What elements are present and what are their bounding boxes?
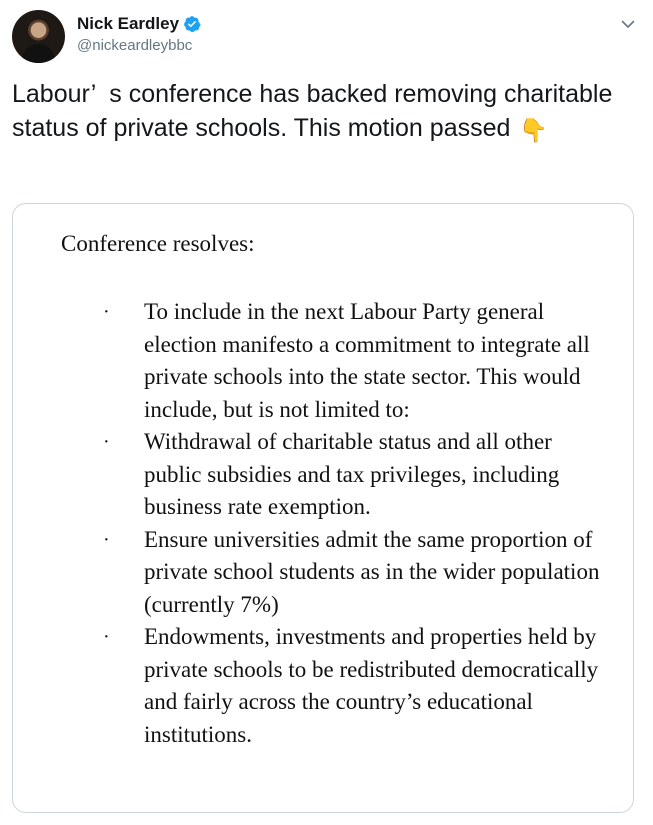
list-item-text: Endowments, investments and properties held by private schools to be redistributed democratically and fairly across the country’s educational institutions.	[144, 624, 599, 747]
tweet-text	[12, 77, 632, 147]
bullet-dot: ·	[103, 528, 110, 551]
attached-image[interactable]	[12, 203, 634, 813]
document-image	[13, 204, 633, 812]
tweet-header	[77, 13, 201, 54]
verified-badge-icon	[183, 15, 201, 33]
list-item-text: Ensure universities admit the same proportion of private school students as in the wider population (currently 7%)	[144, 526, 600, 617]
list-item	[13, 621, 633, 751]
bullet-dot: ·	[103, 626, 110, 648]
author-name[interactable]: Nick Eardley	[77, 14, 180, 33]
avatar[interactable]	[12, 10, 65, 63]
bullet-dot: ·	[103, 301, 110, 323]
tweet-body: Labour’ s conference has backed removing charitable status of private schools. This motion passed	[12, 80, 620, 142]
list-item-text: Withdrawal of charitable status and all other public subsidies and tax privileges, including business rate exemption.	[144, 429, 560, 519]
pointing-down-hand-icon: 👇	[519, 117, 548, 143]
document-heading: Conference resolves:	[61, 231, 255, 256]
bullet-dot: ·	[103, 431, 110, 453]
name-row	[77, 13, 201, 35]
resolution-list	[13, 296, 633, 751]
list-item	[13, 524, 633, 622]
list-item	[13, 296, 633, 426]
author-handle[interactable]: @nickeardleybbc	[77, 37, 193, 54]
list-item-text: To include in the next Labour Party general election manifesto a commitment to integrate all private schools into the state sector. This would include, but is not limited to:	[144, 299, 590, 422]
list-item	[13, 426, 633, 524]
chevron-down-icon[interactable]	[621, 17, 635, 31]
